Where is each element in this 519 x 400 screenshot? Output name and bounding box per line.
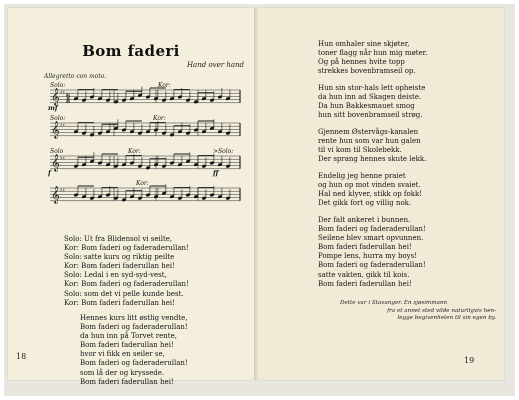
verse-1 bbox=[64, 235, 189, 308]
dynamic-marking: mf bbox=[48, 104, 58, 112]
stanza-4 bbox=[318, 84, 425, 120]
verse-line: hvor vi fikk en seiler se, bbox=[80, 350, 165, 359]
footnote-line: fra et annet sted vilde naturligvis hen- bbox=[387, 307, 496, 314]
verse-line: hun sitt bovenbramseil strøg. bbox=[318, 111, 423, 120]
sheet-music bbox=[8, 76, 254, 226]
page-number-right: 19 bbox=[464, 356, 475, 365]
verse-line: Gjennem Østervågs-kanalen bbox=[318, 128, 419, 136]
key-signature: ♯♯ bbox=[60, 156, 65, 162]
tempo-marking: Allegretto con moto. bbox=[44, 73, 107, 80]
key-signature: ♯♯ bbox=[60, 188, 65, 194]
music-staff bbox=[50, 184, 240, 203]
verse-line: da hun inn på Torvet rente, bbox=[80, 332, 177, 341]
verse-line: og hun op mot vinden svaiet. bbox=[318, 181, 421, 190]
verse-line: Kor: Bom faderi faderullan hei! bbox=[64, 298, 175, 307]
verse-line: Solo: Ut fra Blidensol vi seilte, bbox=[64, 235, 173, 243]
verse-line: Kor: Bom faderi og faderaderullan! bbox=[64, 280, 189, 289]
time-signature: 6 bbox=[66, 93, 71, 100]
verse-line: Bom faderi faderullan hei! bbox=[80, 341, 174, 350]
treble-clef: 𝄞 bbox=[51, 87, 60, 106]
music-label: Kor: bbox=[136, 180, 149, 187]
verse-line: toner flagg når hun mig møter. bbox=[318, 49, 428, 58]
stanza-5 bbox=[318, 128, 426, 164]
music-label: Solo bbox=[50, 148, 64, 155]
verse-line: Der falt ankeret i bunnen. bbox=[318, 216, 411, 224]
footnote-line: Dette var i Stavanger. En sjøsimmann bbox=[340, 300, 448, 306]
page-number-left: 18 bbox=[16, 352, 27, 361]
key-signature: ♯♯ bbox=[60, 123, 65, 129]
verse-line: Bom faderi faderullan hei! bbox=[318, 243, 412, 252]
verse-line: Bom faderi og faderaderullan! bbox=[80, 359, 188, 368]
verse-line: Solo: som det vi pelle kunde best. bbox=[64, 289, 184, 298]
verse-line: Bom faderi og faderaderullan! bbox=[318, 261, 426, 270]
verse-line: Det gikk fort og villig nok. bbox=[318, 199, 412, 208]
footnote-line: legge begivenheten til sin egen by. bbox=[397, 315, 496, 322]
treble-clef: 𝄞 bbox=[51, 185, 60, 204]
music-staff bbox=[50, 86, 240, 105]
stanza-7 bbox=[318, 216, 426, 289]
music-label: Kor: bbox=[153, 115, 166, 122]
verse-line: Hun omhaler sine skjøter, bbox=[318, 40, 410, 48]
verse-line: Da hun Bakkesmauet smog bbox=[318, 102, 415, 111]
dynamic-marking: ff bbox=[213, 169, 219, 177]
verse-line: Hennes kurs litt østlig vendte, bbox=[80, 314, 188, 322]
left-page bbox=[8, 8, 254, 386]
verse-line: Bom faderi og faderaderullan! bbox=[318, 225, 426, 234]
stanza-6 bbox=[318, 172, 422, 208]
verse-line: Hun sin stor-hals lett opheiste bbox=[318, 84, 426, 92]
treble-clef: 𝄞 bbox=[51, 120, 60, 139]
verse-line: Kor: Bom faderi og faderaderullan! bbox=[64, 244, 189, 253]
time-signature: 8 bbox=[66, 98, 71, 105]
treble-clef: 𝄞 bbox=[51, 153, 60, 172]
music-label: Kor: bbox=[128, 148, 141, 155]
verse-line: Bom faderi faderullan hei! bbox=[318, 279, 412, 288]
song-subtitle: Hand over hand bbox=[186, 61, 244, 69]
verse-line: Solo: Ledal i en syd-syd-vest, bbox=[64, 271, 167, 280]
music-label: >Solo: bbox=[213, 148, 234, 155]
music-staff bbox=[50, 119, 240, 138]
verse-line: som lå der og kryssede. bbox=[80, 368, 165, 377]
verse-line: Solo: satte kurs og riktig peilte bbox=[64, 253, 175, 262]
verse-2 bbox=[80, 314, 188, 387]
verse-line: Endelig jeg henne praiet bbox=[318, 172, 406, 180]
verse-line: Og på hennes hvite topp bbox=[318, 58, 405, 67]
verse-line: rente hun som var hun galen bbox=[318, 137, 421, 146]
footnote bbox=[340, 300, 496, 323]
verse-line: satte vakten, gikk til kois. bbox=[318, 270, 410, 279]
verse-line: Kor: Bom faderi faderullan hei! bbox=[64, 262, 175, 271]
music-label: Solo: bbox=[50, 115, 66, 122]
stanza-3 bbox=[318, 40, 427, 76]
right-page bbox=[258, 8, 504, 380]
verse-line: Seilene blev smart opvunnen. bbox=[318, 234, 424, 243]
verse-line: strekkes bovenbramseil op. bbox=[318, 67, 416, 76]
verse-line: Pompe lens, hurra my boys! bbox=[318, 252, 418, 261]
verse-line: Bom faderi og faderaderullan! bbox=[80, 323, 188, 332]
music-label: Solo: bbox=[50, 82, 66, 89]
verse-line: Hal ned klyver, stikk op fokk! bbox=[318, 190, 423, 199]
key-signature: ♯♯ bbox=[60, 90, 65, 96]
verse-line: Bom faderi faderullan hei! bbox=[80, 377, 174, 386]
music-staff bbox=[50, 152, 240, 171]
verse-line: da hun inn ad Skagen deiste. bbox=[318, 93, 422, 102]
dynamic-marking: f bbox=[48, 169, 51, 177]
verse-line: til vi kom til Skolebekk. bbox=[318, 146, 402, 155]
music-label: Kor: bbox=[158, 82, 171, 89]
verse-line: Der sprang hennes skute lekk. bbox=[318, 155, 427, 164]
song-title: Bom faderi bbox=[82, 42, 180, 60]
